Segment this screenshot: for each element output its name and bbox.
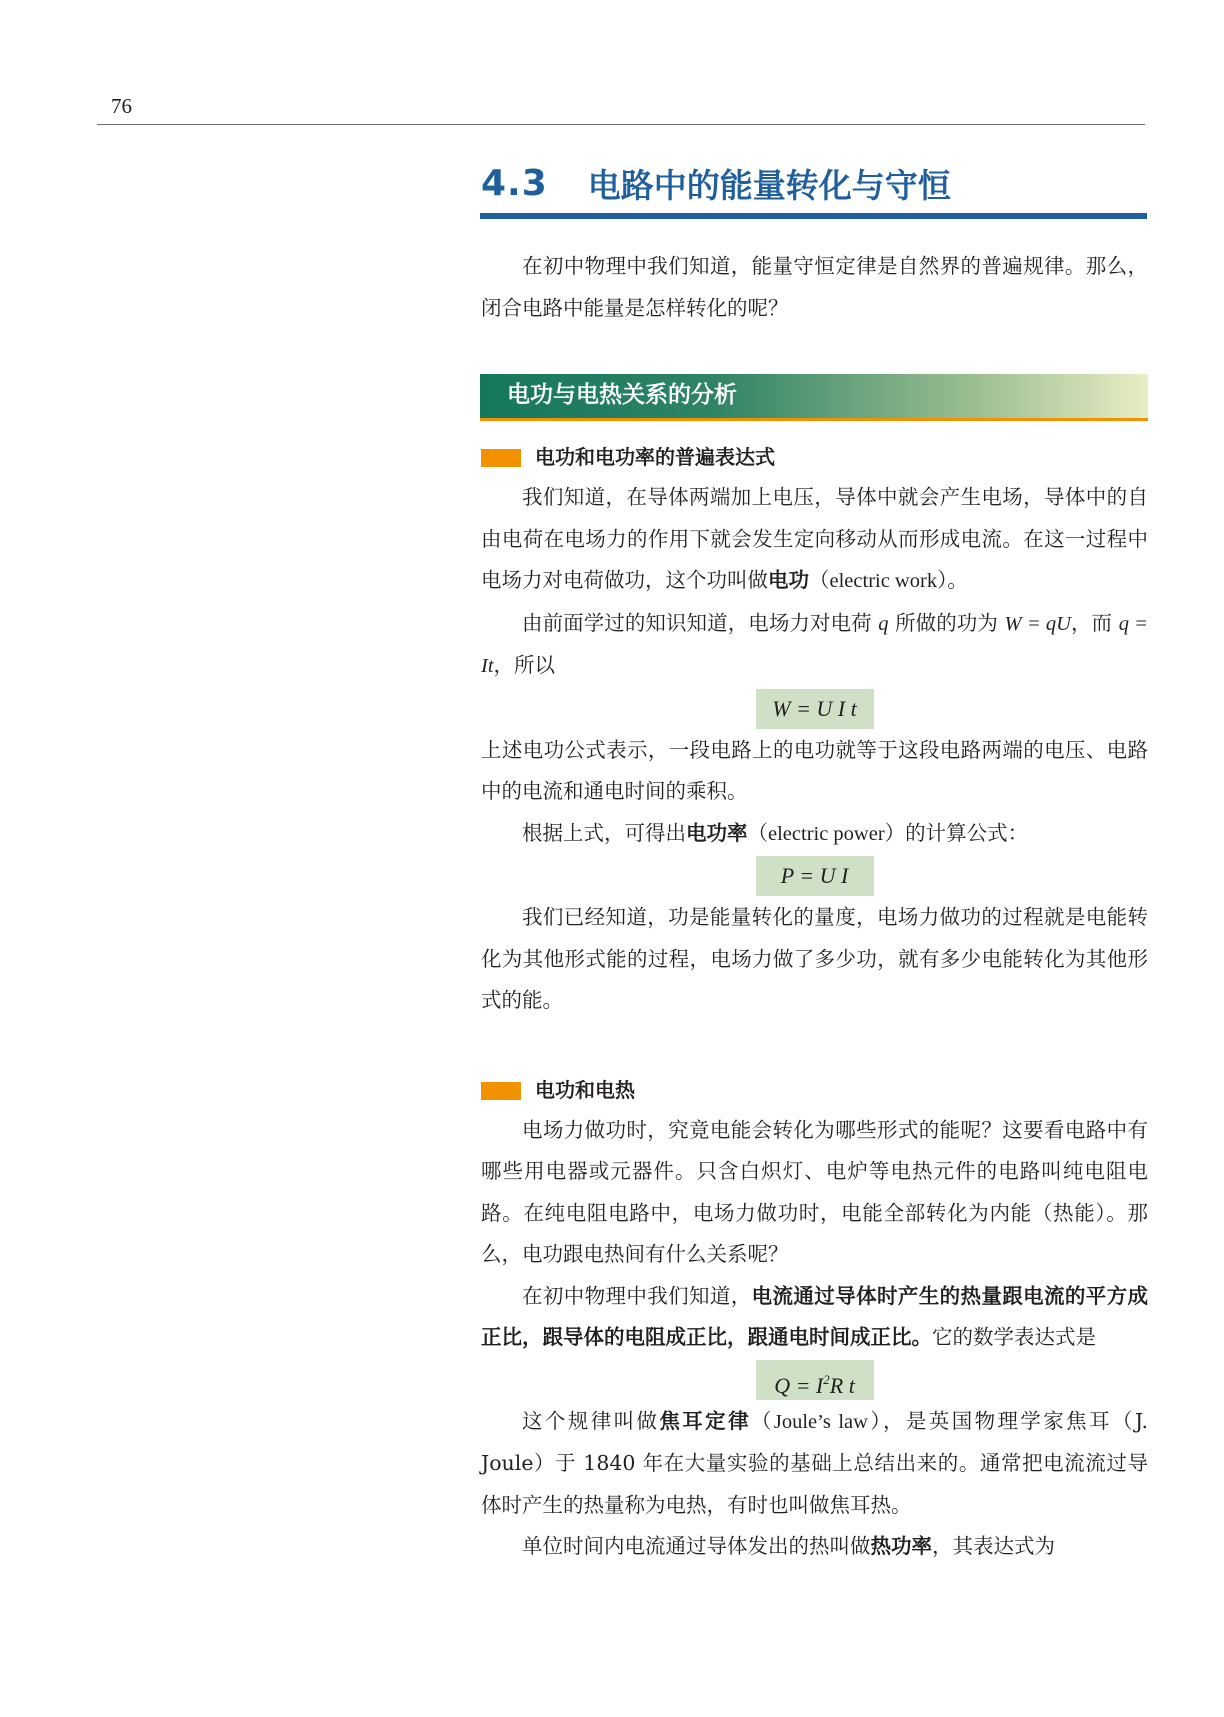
bold-statement: 电流通过导体时产生的热量跟电流的平方成正比，跟导体的电阻成正比，跟通电时间成正比。 bbox=[481, 1283, 1148, 1349]
formula-electric-work: W = U I t bbox=[756, 689, 874, 729]
title-rule bbox=[480, 213, 1147, 219]
formula-row bbox=[481, 855, 1148, 897]
subheading-electric-heat bbox=[481, 1072, 1148, 1110]
subheading-marker bbox=[481, 449, 521, 467]
text: 根据上式，可得出 bbox=[522, 820, 686, 845]
section-title bbox=[481, 158, 951, 208]
formula-joule-law bbox=[756, 1360, 874, 1400]
english-term: （electric work） bbox=[809, 570, 948, 592]
text: 由前面学过的知识知道，电场力对电荷 bbox=[522, 610, 879, 635]
paragraph: 我们已经知道，功是能量转化的量度，电场力做功的过程就是电能转化为其他形式能的过程，电场力做了多少功，就有多少电能转化为其他形式的能。 bbox=[481, 905, 1148, 1012]
english-term: （electric power） bbox=[747, 822, 906, 845]
text: 单位时间内电流通过导体发出的热叫做 bbox=[522, 1534, 871, 1558]
term-electric-work: 电功 bbox=[768, 568, 809, 592]
text: 这个规律叫做 bbox=[522, 1408, 660, 1433]
text: 所做的功为 bbox=[888, 610, 1005, 635]
formula-part: R t bbox=[829, 1372, 855, 1398]
paragraph: 电场力做功时，究竟电能会转化为哪些形式的能呢？这要看电路中有哪些用电器或元器件。只含白炽灯、电炉等电热元件的电路叫纯电阻电路。在纯电阻电路中，电场力做功时，电能全部转化为内能（热能）。那么，电功跟电热间有什么关系呢？ bbox=[481, 1117, 1148, 1266]
formula-part: Q = I bbox=[774, 1372, 824, 1398]
header-rule bbox=[97, 124, 1145, 125]
formula-row bbox=[481, 688, 1148, 730]
text: 我们知道，在导体两端加上电压，导体中就会产生电场，导体中的自由电荷在电场力的作用下就会发生定向移动从而形成电流。在这一过程中电场力对电荷做功，这个功叫做 bbox=[481, 485, 1148, 592]
paragraph bbox=[481, 813, 1148, 856]
text: ，其表达式为 bbox=[932, 1534, 1055, 1558]
formula-electric-power: P = U I bbox=[756, 856, 874, 896]
paragraph bbox=[481, 603, 1148, 688]
inline-formula: q = It bbox=[481, 612, 1148, 677]
variable-q: q bbox=[878, 612, 889, 635]
text: 的计算公式： bbox=[905, 820, 1029, 845]
term-thermal-power: 热功率 bbox=[870, 1534, 932, 1558]
formula-exponent: 2 bbox=[823, 1371, 830, 1387]
paragraph bbox=[481, 477, 1148, 603]
subheading-marker bbox=[481, 1082, 521, 1100]
topic-banner-title: 电功与电热关系的分析 bbox=[507, 382, 737, 409]
subheading-text: 电功和电热 bbox=[535, 1077, 635, 1102]
formula-row bbox=[481, 1359, 1148, 1401]
page-number: 76 bbox=[111, 94, 132, 118]
text: 在初中物理中我们知道， bbox=[522, 1283, 752, 1308]
paragraph bbox=[481, 1401, 1148, 1527]
term-joule-law: 焦耳定律 bbox=[659, 1408, 751, 1433]
paragraph: 上述电功公式表示，一段电路上的电功就等于这段电路两端的电压、电路中的电流和通电时间的乘积。 bbox=[481, 737, 1148, 803]
intro-paragraph: 在初中物理中我们知道，能量守恒定律是自然界的普遍规律。那么，闭合电路中能量是怎样转化的呢？ bbox=[481, 254, 1148, 320]
english-term: （Joule’s law） bbox=[750, 1410, 883, 1433]
topic-banner bbox=[480, 374, 1148, 421]
page-content bbox=[481, 246, 1148, 1568]
subheading-electric-work bbox=[481, 439, 1148, 477]
term-electric-power: 电功率 bbox=[686, 820, 748, 845]
section-number: 4.3 bbox=[481, 162, 548, 204]
inline-formula: W = qU bbox=[1004, 612, 1071, 635]
text: 。 bbox=[947, 568, 968, 592]
paragraph bbox=[481, 1276, 1148, 1359]
section-name: 电路中的能量转化与守恒 bbox=[587, 165, 951, 205]
text: 它的数学表达式是 bbox=[932, 1325, 1096, 1349]
text: ，而 bbox=[1070, 610, 1119, 635]
paragraph bbox=[481, 1526, 1148, 1568]
subheading-text: 电功和电功率的普遍表达式 bbox=[535, 445, 775, 470]
text: ，所以 bbox=[493, 653, 556, 677]
text: ，是英国物理学家焦耳（J. Joule）于 1840 年在大量实验的基础上总结出来的。通常把电流流过导体时产生的热量称为电热，有时也叫做焦耳热。 bbox=[481, 1408, 1149, 1517]
